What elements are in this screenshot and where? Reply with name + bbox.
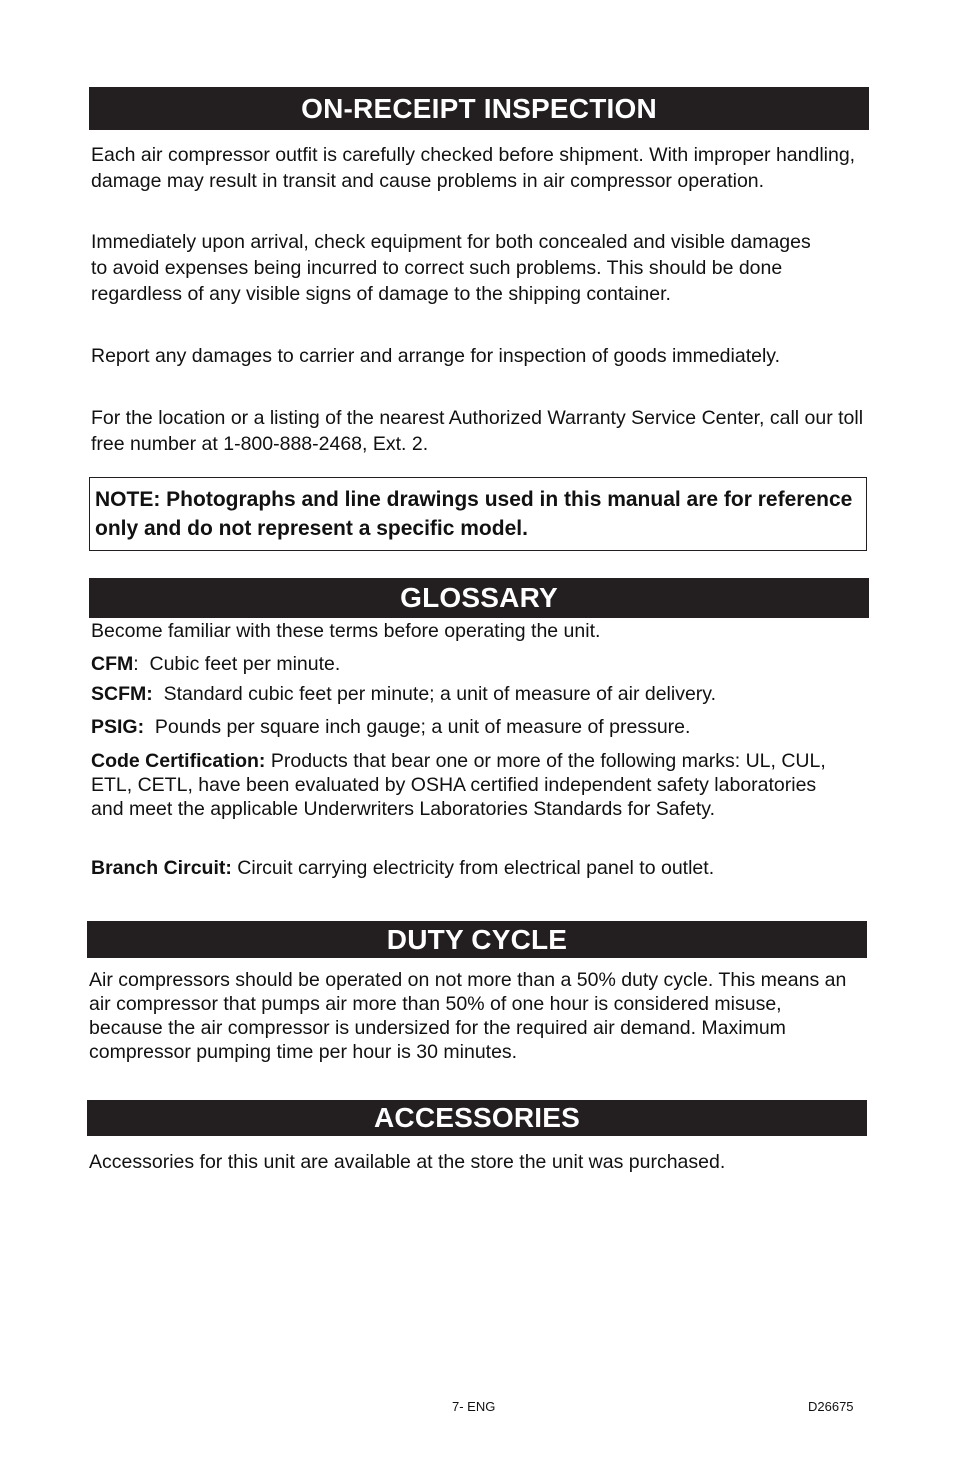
glossary-term-label: PSIG: — [91, 716, 145, 738]
accessories-text: Accessories for this unit are available at the store the unit was purchased. — [89, 1151, 726, 1173]
glossary-intro: Become familiar with these terms before operating the unit. — [91, 620, 601, 642]
glossary-term-label: Code Certification: — [91, 750, 266, 772]
glossary-term-scfm — [91, 682, 871, 706]
section-heading-duty-cycle: DUTY CYCLE — [87, 921, 867, 958]
glossary-term-definition: Standard cubic feet per minute; a unit of measure of air delivery. — [152, 683, 717, 705]
note-text: NOTE: Photographs and line drawings used in this manual are for reference only and do not represent a specific model. — [95, 488, 853, 540]
note-box — [89, 477, 867, 551]
glossary-term-label: Branch Circuit: — [91, 857, 232, 879]
glossary-term-psig — [91, 715, 871, 739]
section-heading-inspection: ON-RECEIPT INSPECTION — [89, 87, 869, 130]
glossary-term-label: CFM — [91, 653, 134, 675]
glossary-term-cfm — [91, 652, 871, 676]
inspection-paragraph-1: Each air compressor outfit is carefully checked before shipment. With improper handling, damage may result in transit and cause problems in air compressor operation. — [91, 144, 856, 192]
inspection-paragraph-4: For the location or a listing of the nearest Authorized Warranty Service Center, call our toll free number at 1-800-888-2468, Ext. 2. — [91, 407, 864, 455]
glossary-term-branch-circuit — [91, 856, 871, 880]
document-id: D26675 — [808, 1399, 854, 1414]
inspection-paragraph-3: Report any damages to carrier and arrange for inspection of goods immediately. — [91, 345, 781, 367]
section-heading-accessories: ACCESSORIES — [87, 1100, 867, 1136]
glossary-term-definition: Circuit carrying electricity from electrical panel to outlet. — [231, 857, 715, 879]
glossary-term-definition: Products that bear one or more of the following marks: UL, CUL, ETL, CETL, have been evaluated by OSHA certified independent safety laboratories and meet the applicable Underwriters Laboratories Standards for Safety. — [91, 750, 832, 820]
glossary-term-code-certification — [91, 749, 841, 821]
glossary-term-definition: : Cubic feet per minute. — [133, 653, 341, 675]
page-number: 7- ENG — [452, 1399, 496, 1414]
glossary-term-definition: Pounds per square inch gauge; a unit of measure of pressure. — [144, 716, 691, 738]
duty-cycle-text: Air compressors should be operated on not more than a 50% duty cycle. This means an air compressor that pumps air more than 50% of one hour is considered misuse, because the air compressor is undersized for the required air demand. Maximum compressor pumping time per hour is 30 minutes. — [89, 969, 847, 1063]
section-heading-glossary: GLOSSARY — [89, 578, 869, 618]
inspection-paragraph-2: Immediately upon arrival, check equipment for both concealed and visible damages to avoid expenses being incurred to correct such problems. This should be done regardless of any visible signs of damage to the shipping container. — [91, 231, 811, 305]
glossary-term-label: SCFM: — [91, 683, 153, 705]
